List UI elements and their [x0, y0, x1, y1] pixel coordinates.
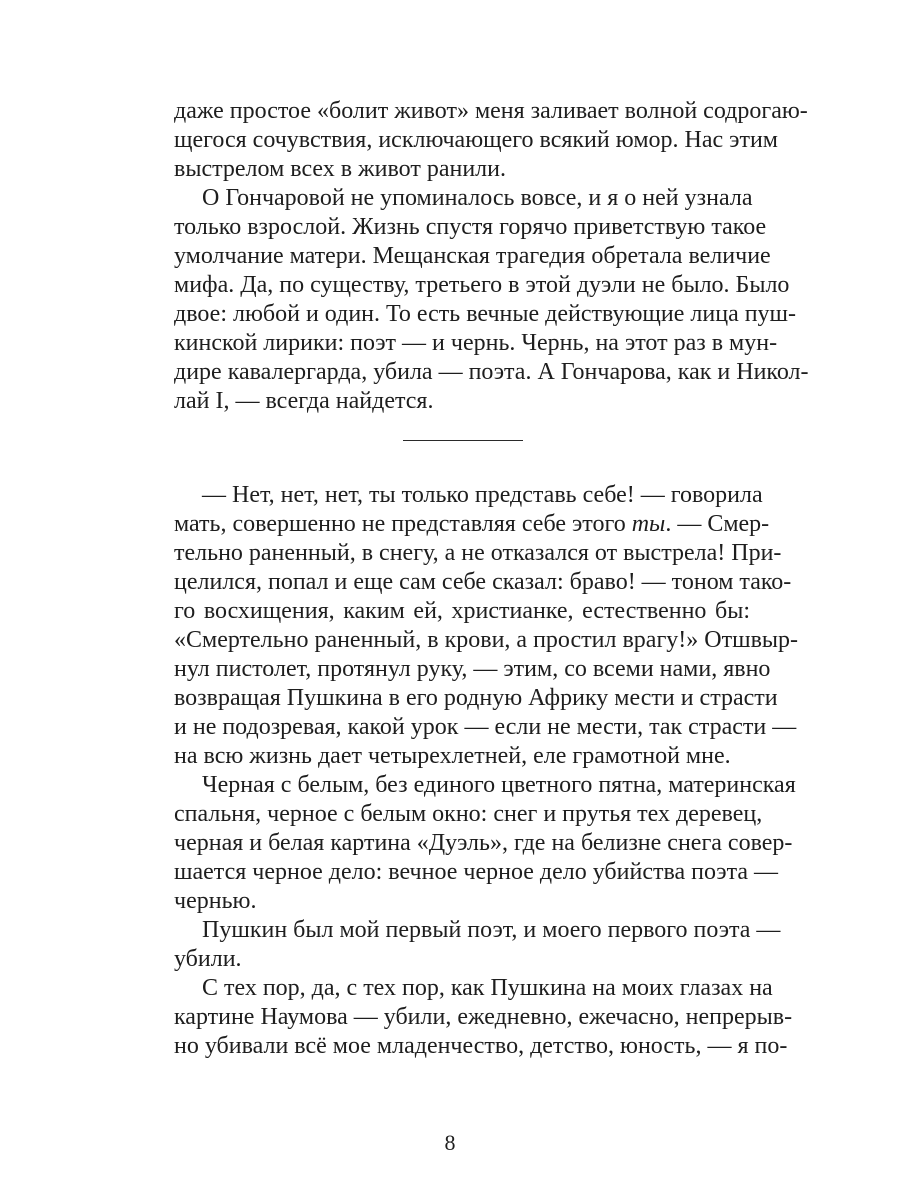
text-line: Черная с белым, без единого цветного пятна, материнская: [202, 772, 796, 798]
paragraph: [174, 771, 796, 916]
text-section-two: [174, 481, 799, 1061]
italic-word: ты: [631, 511, 666, 537]
text-line: нул пистолет, протянул руку, — этим, со всеми нами, явно: [174, 656, 771, 682]
paragraph: [174, 97, 808, 184]
text-line: — Нет, нет, нет, ты только представь себе! — говорила: [202, 482, 763, 508]
text-line: Пушкин был мой первый поэт, и моего первого поэта —: [202, 917, 781, 943]
text-line: возвращая Пушкина в его родную Африку мести и страсти: [174, 685, 778, 711]
text-line: чернью.: [174, 888, 257, 914]
text-line: го восхищения, каким ей, христианке, естественно бы:: [174, 598, 750, 624]
page-number: 8: [444, 1130, 456, 1155]
text-line: шается черное дело: вечное черное дело убийства поэта —: [174, 859, 778, 885]
text-line: мифа. Да, по существу, третьего в этой дуэли не было. Было: [174, 272, 790, 298]
text-line: щегося сочувствия, исключающего всякий юмор. Нас этим: [174, 127, 778, 153]
text-line: убили.: [174, 946, 242, 972]
text-line: но убивали всё мое младенчество, детство, юность, — я по-: [174, 1033, 788, 1059]
text-line: картине Наумова — убили, ежедневно, ежечасно, непрерыв-: [174, 1004, 793, 1030]
text-line: лай I, — всегда найдется.: [174, 388, 434, 414]
paragraph: [174, 481, 799, 771]
text-line: двое: любой и один. То есть вечные действующие лица пуш-: [174, 301, 797, 327]
section-divider: [403, 440, 523, 441]
text-fragment: . — Смер-: [665, 511, 770, 537]
text-line: С тех пор, да, с тех пор, как Пушкина на моих глазах на: [202, 975, 773, 1001]
text-line: целился, попал и еще сам себе сказал: браво! — тоном тако-: [174, 569, 792, 595]
text-line: и не подозревая, какой урок — если не мести, так страсти —: [174, 714, 797, 740]
text-line: выстрелом всех в живот ранили.: [174, 156, 506, 182]
text-line: спальня, черное с белым окно: снег и прутья тех деревец,: [174, 801, 763, 827]
text-line: тельно раненный, в снегу, а не отказался от выстрела! При-: [174, 540, 782, 566]
text-section-one: [174, 97, 809, 416]
paragraph: [174, 974, 793, 1061]
paragraph: [174, 916, 781, 974]
text-line: «Смертельно раненный, в крови, а простил врагу!» Отшвыр-: [174, 627, 799, 653]
text-line: на всю жизнь дает четырехлетней, еле грамотной мне.: [174, 743, 731, 769]
text-line: дире кавалергарда, убила — поэта. А Гончарова, как и Никол-: [174, 359, 809, 385]
text-line: [174, 510, 770, 539]
text-fragment: мать, совершенно не представляя себе этого: [174, 511, 632, 537]
text-line: только взрослой. Жизнь спустя горячо приветствую такое: [174, 214, 767, 240]
text-line: умолчание матери. Мещанская трагедия обретала величие: [174, 243, 771, 269]
text-line: даже простое «болит живот» меня заливает волной содрогаю-: [174, 98, 808, 124]
text-line: кинской лирики: поэт — и чернь. Чернь, на этот раз в мун-: [174, 330, 778, 356]
text-line: О Гончаровой не упоминалось вовсе, и я о ней узнала: [202, 185, 753, 211]
text-line: черная и белая картина «Дуэль», где на белизне снега совер-: [174, 830, 793, 856]
paragraph: [174, 184, 809, 416]
